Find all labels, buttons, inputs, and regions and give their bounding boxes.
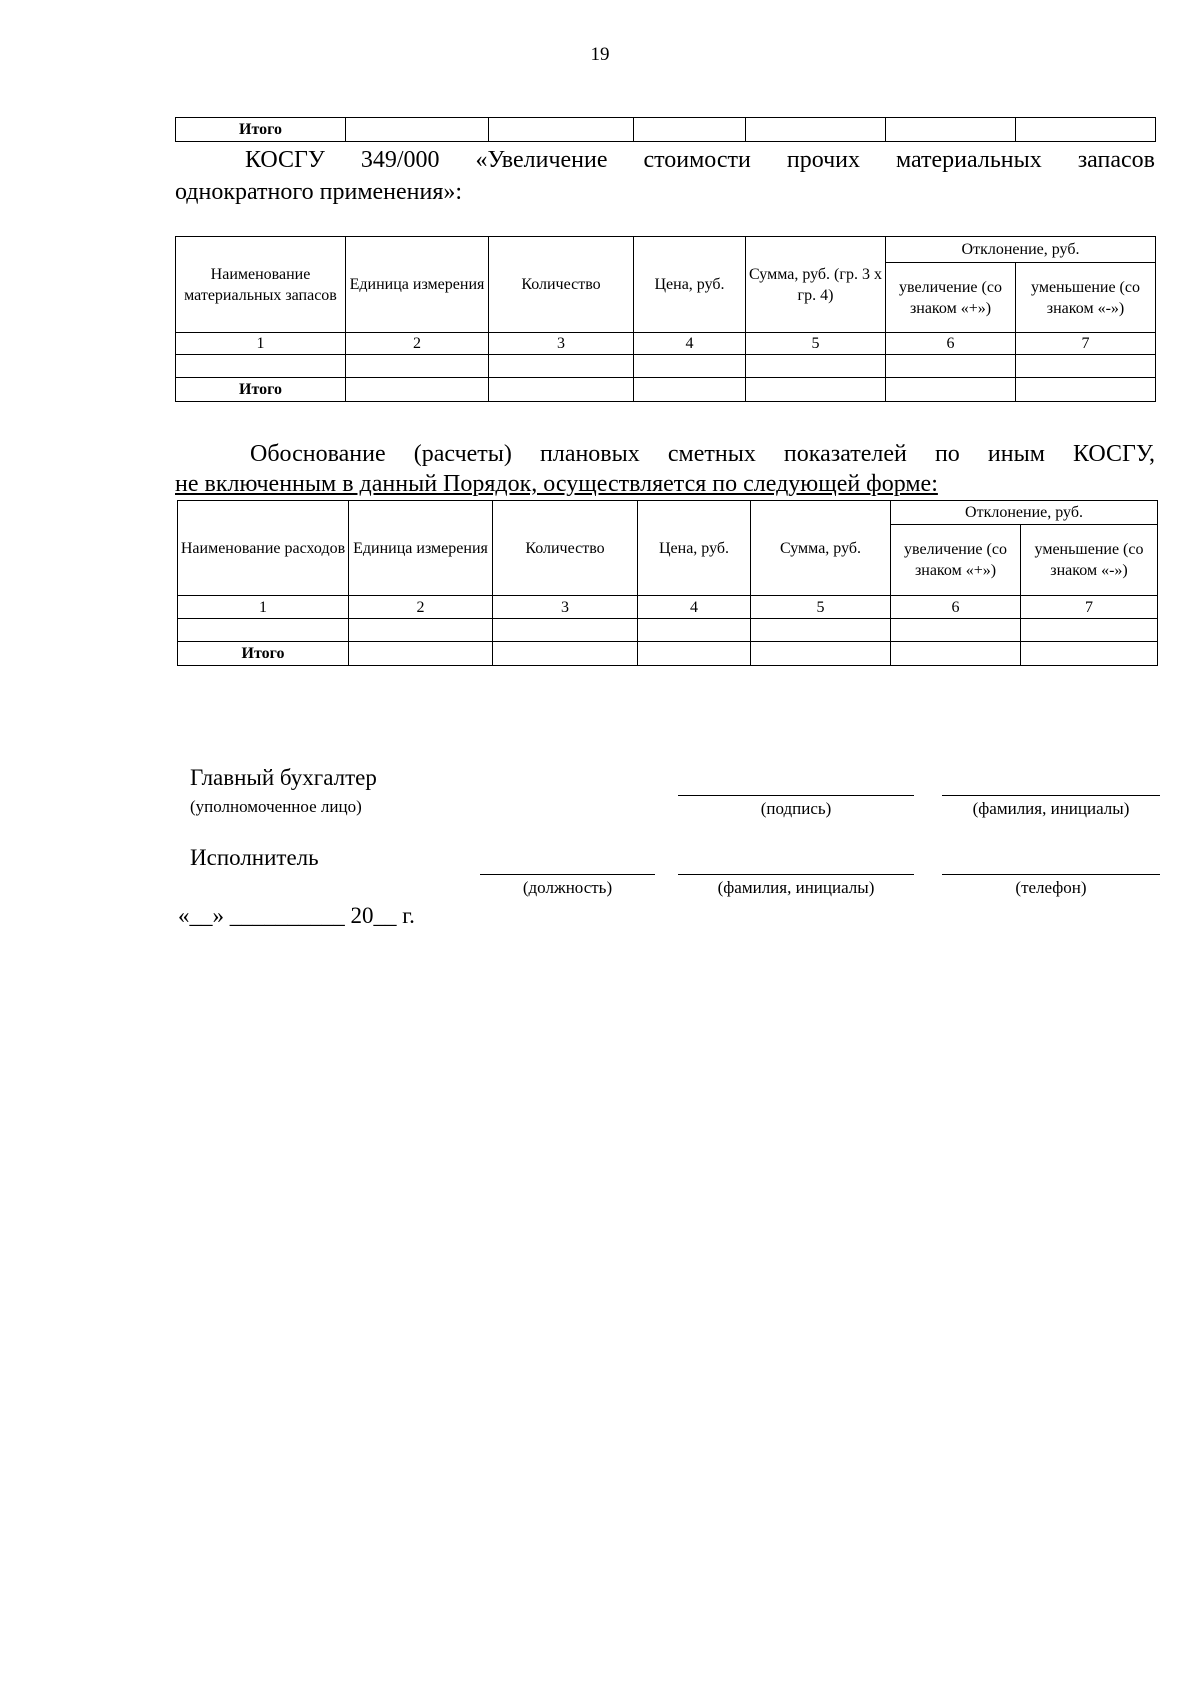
- executor-name-line[interactable]: [678, 874, 914, 875]
- header-decrease: уменьшение (со знаком «-»): [1016, 263, 1156, 333]
- section1-heading-line1: КОСГУ 349/000 «Увеличение стоимости прочих материальных запасов: [245, 147, 1155, 173]
- signature-line[interactable]: [678, 795, 914, 796]
- header-deviation: Отклонение, руб.: [891, 501, 1158, 525]
- column-number: 3: [493, 596, 638, 619]
- cell[interactable]: [1021, 619, 1158, 642]
- cell[interactable]: [746, 118, 886, 142]
- column-number: 6: [891, 596, 1021, 619]
- cell[interactable]: [886, 355, 1016, 378]
- cell[interactable]: [1016, 118, 1156, 142]
- header-name: Наименование материальных запасов: [176, 237, 346, 333]
- header-unit: Единица измерения: [346, 237, 489, 333]
- cell[interactable]: [1016, 355, 1156, 378]
- total-label: Итого: [178, 642, 349, 666]
- cell[interactable]: [178, 619, 349, 642]
- column-number: 3: [489, 333, 634, 355]
- name-initials-caption: (фамилия, инициалы): [972, 799, 1130, 818]
- header-decrease: уменьшение (со знаком «-»): [1021, 525, 1158, 596]
- cell[interactable]: [638, 619, 751, 642]
- executor-title: Исполнитель: [190, 845, 319, 870]
- date-line[interactable]: «__» __________ 20__ г.: [178, 903, 415, 928]
- name-initials-line[interactable]: [942, 795, 1160, 796]
- header-increase: увеличение (со знаком «+»): [891, 525, 1021, 596]
- cell[interactable]: [751, 619, 891, 642]
- cell[interactable]: [349, 619, 493, 642]
- header-sum: Сумма, руб. (гр. 3 x гр. 4): [746, 237, 886, 333]
- page-number: 19: [590, 44, 610, 65]
- cell[interactable]: [886, 378, 1016, 402]
- column-number: 4: [638, 596, 751, 619]
- column-number: 7: [1016, 333, 1156, 355]
- position-line[interactable]: [480, 874, 655, 875]
- position-caption: (должность): [522, 878, 613, 897]
- column-number: 2: [346, 333, 489, 355]
- cell[interactable]: [746, 355, 886, 378]
- top-total-table: [175, 117, 1156, 142]
- header-unit: Единица измерения: [349, 501, 493, 596]
- column-number: 6: [886, 333, 1016, 355]
- cell[interactable]: [1021, 642, 1158, 666]
- phone-line[interactable]: [942, 874, 1160, 875]
- cell[interactable]: [176, 355, 346, 378]
- total-label: Итого: [176, 378, 346, 402]
- header-deviation: Отклонение, руб.: [886, 237, 1156, 263]
- cell[interactable]: [634, 378, 746, 402]
- column-number: 7: [1021, 596, 1158, 619]
- header-quantity: Количество: [493, 501, 638, 596]
- cell[interactable]: [746, 378, 886, 402]
- header-price: Цена, руб.: [634, 237, 746, 333]
- materials-table: [175, 236, 1156, 402]
- header-increase: увеличение (со знаком «+»): [886, 263, 1016, 333]
- column-number: 4: [634, 333, 746, 355]
- cell[interactable]: [349, 642, 493, 666]
- phone-caption: (телефон): [1015, 878, 1087, 897]
- cell[interactable]: [886, 118, 1016, 142]
- cell[interactable]: [634, 355, 746, 378]
- cell[interactable]: [493, 642, 638, 666]
- cell[interactable]: [489, 118, 634, 142]
- signature-caption: (подпись): [760, 799, 832, 818]
- section2-heading-line1: Обоснование (расчеты) плановых сметных показателей по иным КОСГУ,: [250, 441, 1155, 467]
- cell[interactable]: [489, 355, 634, 378]
- header-quantity: Количество: [489, 237, 634, 333]
- section2-heading-line2: не включенным в данный Порядок, осуществляется по следующей форме:: [175, 471, 938, 497]
- cell[interactable]: [493, 619, 638, 642]
- cell[interactable]: [346, 118, 489, 142]
- cell[interactable]: [489, 378, 634, 402]
- cell[interactable]: [634, 118, 746, 142]
- other-costs-table: [177, 500, 1158, 666]
- total-label: Итого: [176, 118, 346, 142]
- column-number: 1: [176, 333, 346, 355]
- cell[interactable]: [346, 355, 489, 378]
- section1-heading-line2: однократного применения»:: [175, 179, 463, 205]
- cell[interactable]: [891, 642, 1021, 666]
- column-number: 2: [349, 596, 493, 619]
- cell[interactable]: [751, 642, 891, 666]
- cell[interactable]: [891, 619, 1021, 642]
- executor-name-caption: (фамилия, инициалы): [717, 878, 875, 897]
- column-number: 5: [746, 333, 886, 355]
- cell[interactable]: [346, 378, 489, 402]
- chief-accountant-title: Главный бухгалтер: [190, 765, 377, 790]
- column-number: 5: [751, 596, 891, 619]
- header-price: Цена, руб.: [638, 501, 751, 596]
- cell[interactable]: [638, 642, 751, 666]
- header-name: Наименование расходов: [178, 501, 349, 596]
- column-number: 1: [178, 596, 349, 619]
- chief-accountant-note: (уполномоченное лицо): [190, 797, 362, 816]
- cell[interactable]: [1016, 378, 1156, 402]
- header-sum: Сумма, руб.: [751, 501, 891, 596]
